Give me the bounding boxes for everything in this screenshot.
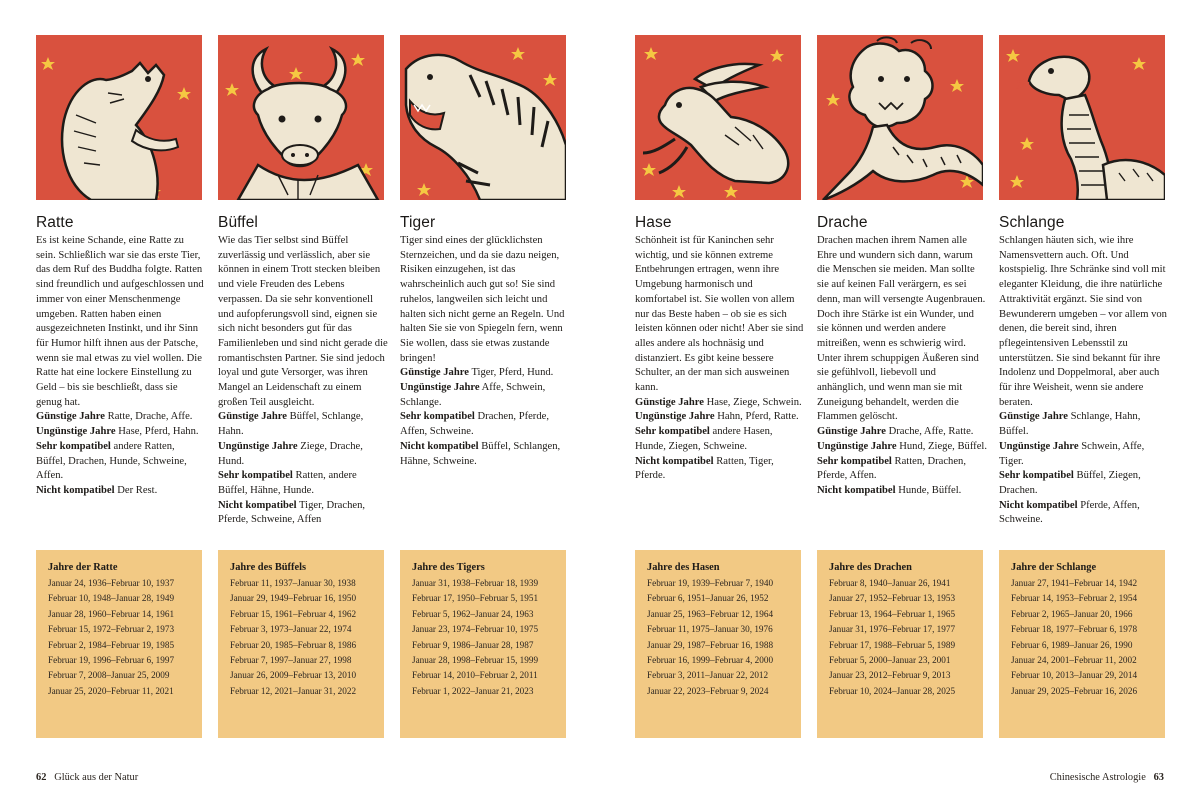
year-range: Januar 27, 1952–Februar 13, 1953 [829, 593, 956, 604]
year-range: Januar 28, 1998–Februar 15, 1999 [412, 655, 539, 666]
unfavorable-label: Ungünstige Jahre [999, 440, 1079, 452]
years-list [1011, 576, 1165, 699]
sign-name: Drache [817, 214, 868, 231]
favorable-value: Tiger, Pferd, Hund. [471, 367, 554, 379]
year-range: Januar 29, 1987–Februar 16, 1988 [647, 639, 774, 650]
years-title: Jahre der Ratte [48, 562, 118, 573]
years-title: Jahre des Büffels [230, 562, 307, 573]
year-range: Februar 7, 2008–Januar 25, 2009 [48, 670, 170, 681]
snake-illustration [999, 35, 1165, 200]
rabbit-illustration [635, 35, 801, 200]
year-range: Januar 25, 2020–Februar 11, 2021 [48, 685, 174, 696]
tiger-illustration [400, 35, 566, 200]
year-range: Februar 19, 1939–Februar 7, 1940 [647, 578, 774, 588]
years-box [999, 550, 1165, 738]
year-range: Januar 23, 2012–Februar 9, 2013 [829, 670, 951, 681]
years-box [635, 550, 801, 738]
compatible-value: Büffel, Ziegen, Drachen. [999, 470, 1141, 496]
unfavorable-label: Ungünstige Jahre [218, 440, 298, 452]
compatible-value: Ratten, andere Büffel, Hähne, Hunde. [218, 470, 357, 496]
incompatible-label: Nicht kompatibel [635, 455, 714, 467]
incompatible-value: Der Rest. [117, 484, 158, 496]
year-range: Januar 23, 1974–Februar 10, 1975 [412, 624, 539, 635]
year-range: Februar 14, 1953–Februar 2, 1954 [1011, 593, 1138, 604]
sign-name: Schlange [999, 214, 1065, 231]
years-title: Jahre des Hasen [647, 562, 720, 573]
sign-description: Tiger sind eines der glücklichsten Sternzeichen, und da sie dazu neigen, Risiken einzugehen, ist das wahrscheinlich auch gut so! Sie sind ruhelos, langweilen sich leicht und halten sich nicht gerne an Regeln. Und halten Sie sie von Spiegeln fern, wenn Sie wollen, dass sie etwas zustande bringen! [400, 235, 565, 364]
favorable-label: Günstige Jahre [999, 411, 1068, 423]
sign-description: Schönheit ist für Kaninchen sehr wichtig, und sie können extreme Entbehrungen ertragen, wenn ihre Umgebung harmonisch und komfortabel ist. Sie wollen von allem nur das Beste haben – ob sie es sich leisten können oder nicht! Aber sie sind alles andere als hochnäsig und distanziert. Es gibt keine bessere Schulter, an der man sich ausweinen kann. [635, 235, 804, 394]
year-range: Januar 26, 2009–Februar 13, 2010 [230, 670, 357, 681]
ox-illustration [218, 35, 384, 200]
compatible-label: Sehr kompatibel [635, 426, 710, 438]
years-list [412, 576, 566, 699]
incompatible-value: Hunde, Büffel. [898, 484, 962, 496]
compatible [218, 469, 388, 498]
favorable-value: Ratte, Drache, Affe. [107, 411, 193, 423]
year-range: Februar 3, 2011–Januar 22, 2012 [647, 670, 769, 681]
compatible-value: Ratten, Drachen, Pferde, Affen. [817, 455, 966, 482]
year-range: Februar 17, 1988–Februar 5, 1989 [829, 639, 956, 650]
incompatible-label: Nicht kompatibel [999, 499, 1078, 511]
years-list [647, 576, 801, 699]
unfavorable-label: Ungünstige Jahre [635, 411, 715, 423]
unfavorable-value: Hund, Ziege, Büffel. [899, 440, 987, 452]
footer-right [1050, 772, 1164, 783]
year-range: Februar 18, 1977–Februar 6, 1978 [1011, 624, 1138, 635]
unfavorable-years [218, 440, 388, 469]
compatible-value: Drachen, Pferde, Affen, Schweine. [400, 411, 549, 438]
year-range: Januar 28, 1960–Februar 14, 1961 [48, 608, 175, 619]
incompatible-value: Tiger, Drachen, Pferde, Schweine, Affen [218, 499, 366, 526]
dragon-illustration [817, 35, 983, 200]
incompatible-label: Nicht kompatibel [218, 499, 297, 511]
year-range: Februar 19, 1996–Februar 6, 1997 [48, 655, 175, 666]
sign-column-dragon [817, 0, 987, 812]
compatible-value: andere Ratten, Büffel, Drachen, Hunde, Schweine, Affen. [36, 440, 187, 482]
year-range: Januar 27, 1941–Februar 14, 1942 [1011, 578, 1138, 588]
unfavorable-value: Hahn, Pferd, Ratte. [717, 411, 799, 423]
year-range: Januar 24, 2001–Februar 11, 2002 [1011, 655, 1137, 666]
year-range: Februar 12, 2021–Januar 31, 2022 [230, 685, 357, 696]
compatible-label: Sehr kompatibel [218, 470, 293, 482]
sign-text [218, 234, 388, 528]
sign-column-snake [999, 0, 1165, 812]
year-range: Februar 2, 1984–Februar 19, 1985 [48, 639, 175, 650]
footer-left [36, 772, 138, 783]
favorable-years [400, 366, 570, 381]
favorable-years [218, 410, 388, 439]
years-title: Jahre der Schlange [1011, 562, 1097, 573]
favorable-label: Günstige Jahre [218, 411, 287, 423]
favorable-years [36, 410, 206, 425]
year-range: Februar 6, 1989–Januar 26, 1990 [1011, 639, 1133, 650]
sign-text [400, 234, 570, 469]
sign-name: Büffel [218, 214, 258, 231]
year-range: Januar 31, 1976–Februar 17, 1977 [829, 624, 956, 635]
sign-text [999, 234, 1169, 528]
sign-name: Ratte [36, 214, 74, 231]
incompatible [400, 440, 570, 469]
favorable-years [999, 410, 1169, 439]
favorable-label: Günstige Jahre [36, 411, 105, 423]
compatible-label: Sehr kompatibel [817, 455, 892, 467]
years-title: Jahre des Tigers [412, 562, 485, 573]
year-range: Februar 6, 1951–Januar 26, 1952 [647, 593, 769, 604]
sign-text [635, 234, 805, 484]
incompatible-label: Nicht kompatibel [400, 440, 479, 452]
year-range: Januar 25, 1963–Februar 12, 1964 [647, 608, 774, 619]
favorable-value: Drache, Affe, Ratte. [888, 426, 974, 438]
footer-title-right: Chinesische Astrologie [1049, 772, 1146, 783]
years-box [817, 550, 983, 738]
year-range: Januar 22, 2023–Februar 9, 2024 [647, 685, 769, 696]
unfavorable-value: Ziege, Drache, Hund. [218, 440, 363, 467]
years-list [829, 576, 983, 699]
incompatible [635, 455, 805, 484]
sign-text [36, 234, 206, 499]
year-range: Februar 2, 1965–Januar 20, 1966 [1011, 608, 1133, 619]
incompatible [218, 499, 388, 528]
favorable-label: Günstige Jahre [635, 396, 704, 408]
page-number-right: 63 [1153, 772, 1164, 783]
unfavorable-label: Ungünstige Jahre [36, 426, 116, 438]
year-range: Februar 17, 1950–Februar 5, 1951 [412, 593, 539, 604]
sign-text [817, 234, 987, 499]
year-range: Januar 24, 1936–Februar 10, 1937 [48, 578, 175, 588]
footer-title-left: Glück aus der Natur [54, 772, 139, 783]
sign-column-ox [218, 0, 388, 812]
incompatible-label: Nicht kompatibel [36, 484, 115, 496]
incompatible-value: Pferde, Affen, Schweine. [999, 499, 1140, 526]
year-range: Februar 9, 1986–Januar 28, 1987 [412, 639, 534, 650]
year-range: Januar 29, 1949–Februar 16, 1950 [230, 593, 357, 604]
year-range: Februar 8, 1940–Januar 26, 1941 [829, 578, 951, 588]
compatible-value: andere Hasen, Hunde, Ziegen, Schweine. [635, 426, 773, 452]
unfavorable-value: Hase, Pferd, Hahn. [118, 426, 199, 438]
sign-description: Drachen machen ihrem Namen alle Ehre und wundern sich dann, warum die Menschen sie meiden. Man sollte sie auf keinen Fall verärgern, es sei denn, man will versengte Augenbrauen. Doch ihre Stärke ist ein Wunder, und sie können und werden andere mitreißen, wenn es schwierig wird. Unter ihrem schuppigen Äußeren sind sie gefühlvoll, liebevoll und anhänglich, und wenn man sie mit Zuneigung behandelt, werden die Flammen gelöscht. [817, 235, 986, 423]
years-list [48, 576, 202, 699]
year-range: Februar 7, 1997–Januar 27, 1998 [230, 655, 352, 666]
year-range: Februar 5, 1962–Januar 24, 1963 [412, 608, 534, 619]
year-range: Februar 16, 1999–Februar 4, 2000 [647, 655, 774, 666]
unfavorable-label: Ungünstige Jahre [817, 440, 897, 452]
year-range: Februar 13, 1964–Februar 1, 1965 [829, 608, 956, 619]
favorable-value: Schlange, Hahn, Büffel. [999, 411, 1141, 438]
compatible-label: Sehr kompatibel [999, 470, 1074, 482]
incompatible [817, 484, 987, 499]
year-range: Januar 31, 1938–Februar 18, 1939 [412, 578, 539, 588]
unfavorable-years [400, 381, 570, 410]
years-box [36, 550, 202, 738]
incompatible-value: Büffel, Schlangen, Hähne, Schweine. [400, 440, 561, 467]
years-list [230, 576, 384, 699]
sign-name: Tiger [400, 214, 436, 231]
favorable-value: Hase, Ziege, Schwein. [706, 396, 802, 408]
year-range: Januar 29, 2025–Februar 16, 2026 [1011, 685, 1138, 696]
favorable-label: Günstige Jahre [400, 367, 469, 379]
sign-description: Es ist keine Schande, eine Ratte zu sein. Schließlich war sie das erste Tier, das dem Ruf des Buddha folgte. Ratten sind freundlich und aufgeschlossen und immer von einer Menschenmenge umgeben. Ratten haben einen ausgezeichneten Instinkt, und ihr Sinn für Humor hilft ihnen aus der Patsche, wenn sie mal etwas zu viel wollen. Die Ratte hat eine lockere Einstellung zu Geld – bis sie beschließt, dass sie genug hat. [36, 235, 204, 408]
unfavorable-years [36, 425, 206, 440]
year-range: Februar 10, 2024–Januar 28, 2025 [829, 685, 956, 696]
rat-illustration [36, 35, 202, 200]
favorable-years [817, 425, 987, 440]
sign-column-tiger [400, 0, 566, 812]
unfavorable-value: Schwein, Affe, Tiger. [999, 440, 1145, 467]
sign-column-rat [36, 0, 202, 812]
years-box [218, 550, 384, 738]
year-range: Februar 10, 2013–Januar 29, 2014 [1011, 670, 1138, 681]
year-range: Februar 14, 2010–Februar 2, 2011 [412, 670, 538, 681]
incompatible [36, 484, 206, 499]
favorable-years [635, 396, 805, 411]
compatible [36, 440, 206, 484]
unfavorable-label: Ungünstige Jahre [400, 382, 480, 394]
incompatible [999, 499, 1169, 528]
compatible [817, 455, 987, 484]
compatible [635, 425, 805, 454]
year-range: Februar 3, 1973–Januar 22, 1974 [230, 624, 352, 635]
sign-name: Hase [635, 214, 672, 231]
year-range: Februar 11, 1937–Januar 30, 1938 [230, 578, 356, 588]
unfavorable-years [817, 440, 987, 455]
sign-description: Wie das Tier selbst sind Büffel zuverlässig und verlässlich, aber sie können in einem Trott stecken bleiben und viele Freuden des Lebens verpassen. Da sie sehr konventionell und aufopferungsvoll sind, eignen sie sich nicht besonders gut für das Familienleben und sind nicht gerade die romantischsten Partner. Sie sind jedoch loyal und gute Versorger, was ihren Mangel an Leidenschaft zu einem großen Teil ausgleicht. [218, 235, 388, 408]
year-range: Februar 15, 1972–Februar 2, 1973 [48, 624, 175, 635]
year-range: Februar 15, 1961–Februar 4, 1962 [230, 608, 357, 619]
favorable-label: Günstige Jahre [817, 426, 886, 438]
incompatible-label: Nicht kompatibel [817, 484, 896, 496]
sign-column-rabbit [635, 0, 804, 812]
year-range: Februar 10, 1948–Januar 28, 1949 [48, 593, 175, 604]
year-range: Februar 1, 2022–Januar 21, 2023 [412, 685, 534, 696]
sign-description: Schlangen häuten sich, wie ihre Namensvettern auch. Oft. Und kostspielig. Ihre Schränke sind voll mit eleganter Kleidung, die ihre natürliche Attraktivität ergänzt. Sie sind von Bewunderern umgeben – vor allem von denen, die bereit sind, ihren pflegeintensiven Lebensstil zu unterstützen. Sie sind bekannt für ihre Indolenz und Doppelmoral, aber auch für ihre Weisheit, wenn sie andere beraten. [999, 235, 1167, 408]
favorable-value: Büffel, Schlange, Hahn. [218, 411, 364, 438]
year-range: Februar 20, 1985–Februar 8, 1986 [230, 639, 357, 650]
year-range: Februar 5, 2000–Januar 23, 2001 [829, 655, 951, 666]
unfavorable-value: Affe, Schwein, Schlange. [400, 382, 546, 408]
compatible [400, 410, 570, 439]
year-range: Februar 11, 1975–Januar 30, 1976 [647, 624, 773, 635]
compatible [999, 469, 1169, 498]
years-title: Jahre des Drachen [829, 562, 912, 573]
compatible-label: Sehr kompatibel [36, 440, 111, 452]
unfavorable-years [999, 440, 1169, 469]
compatible-label: Sehr kompatibel [400, 411, 475, 423]
years-box [400, 550, 566, 738]
unfavorable-years [635, 410, 805, 425]
page-number-left: 62 [36, 772, 47, 783]
incompatible-value: Ratten, Tiger, Pferde. [635, 455, 774, 482]
